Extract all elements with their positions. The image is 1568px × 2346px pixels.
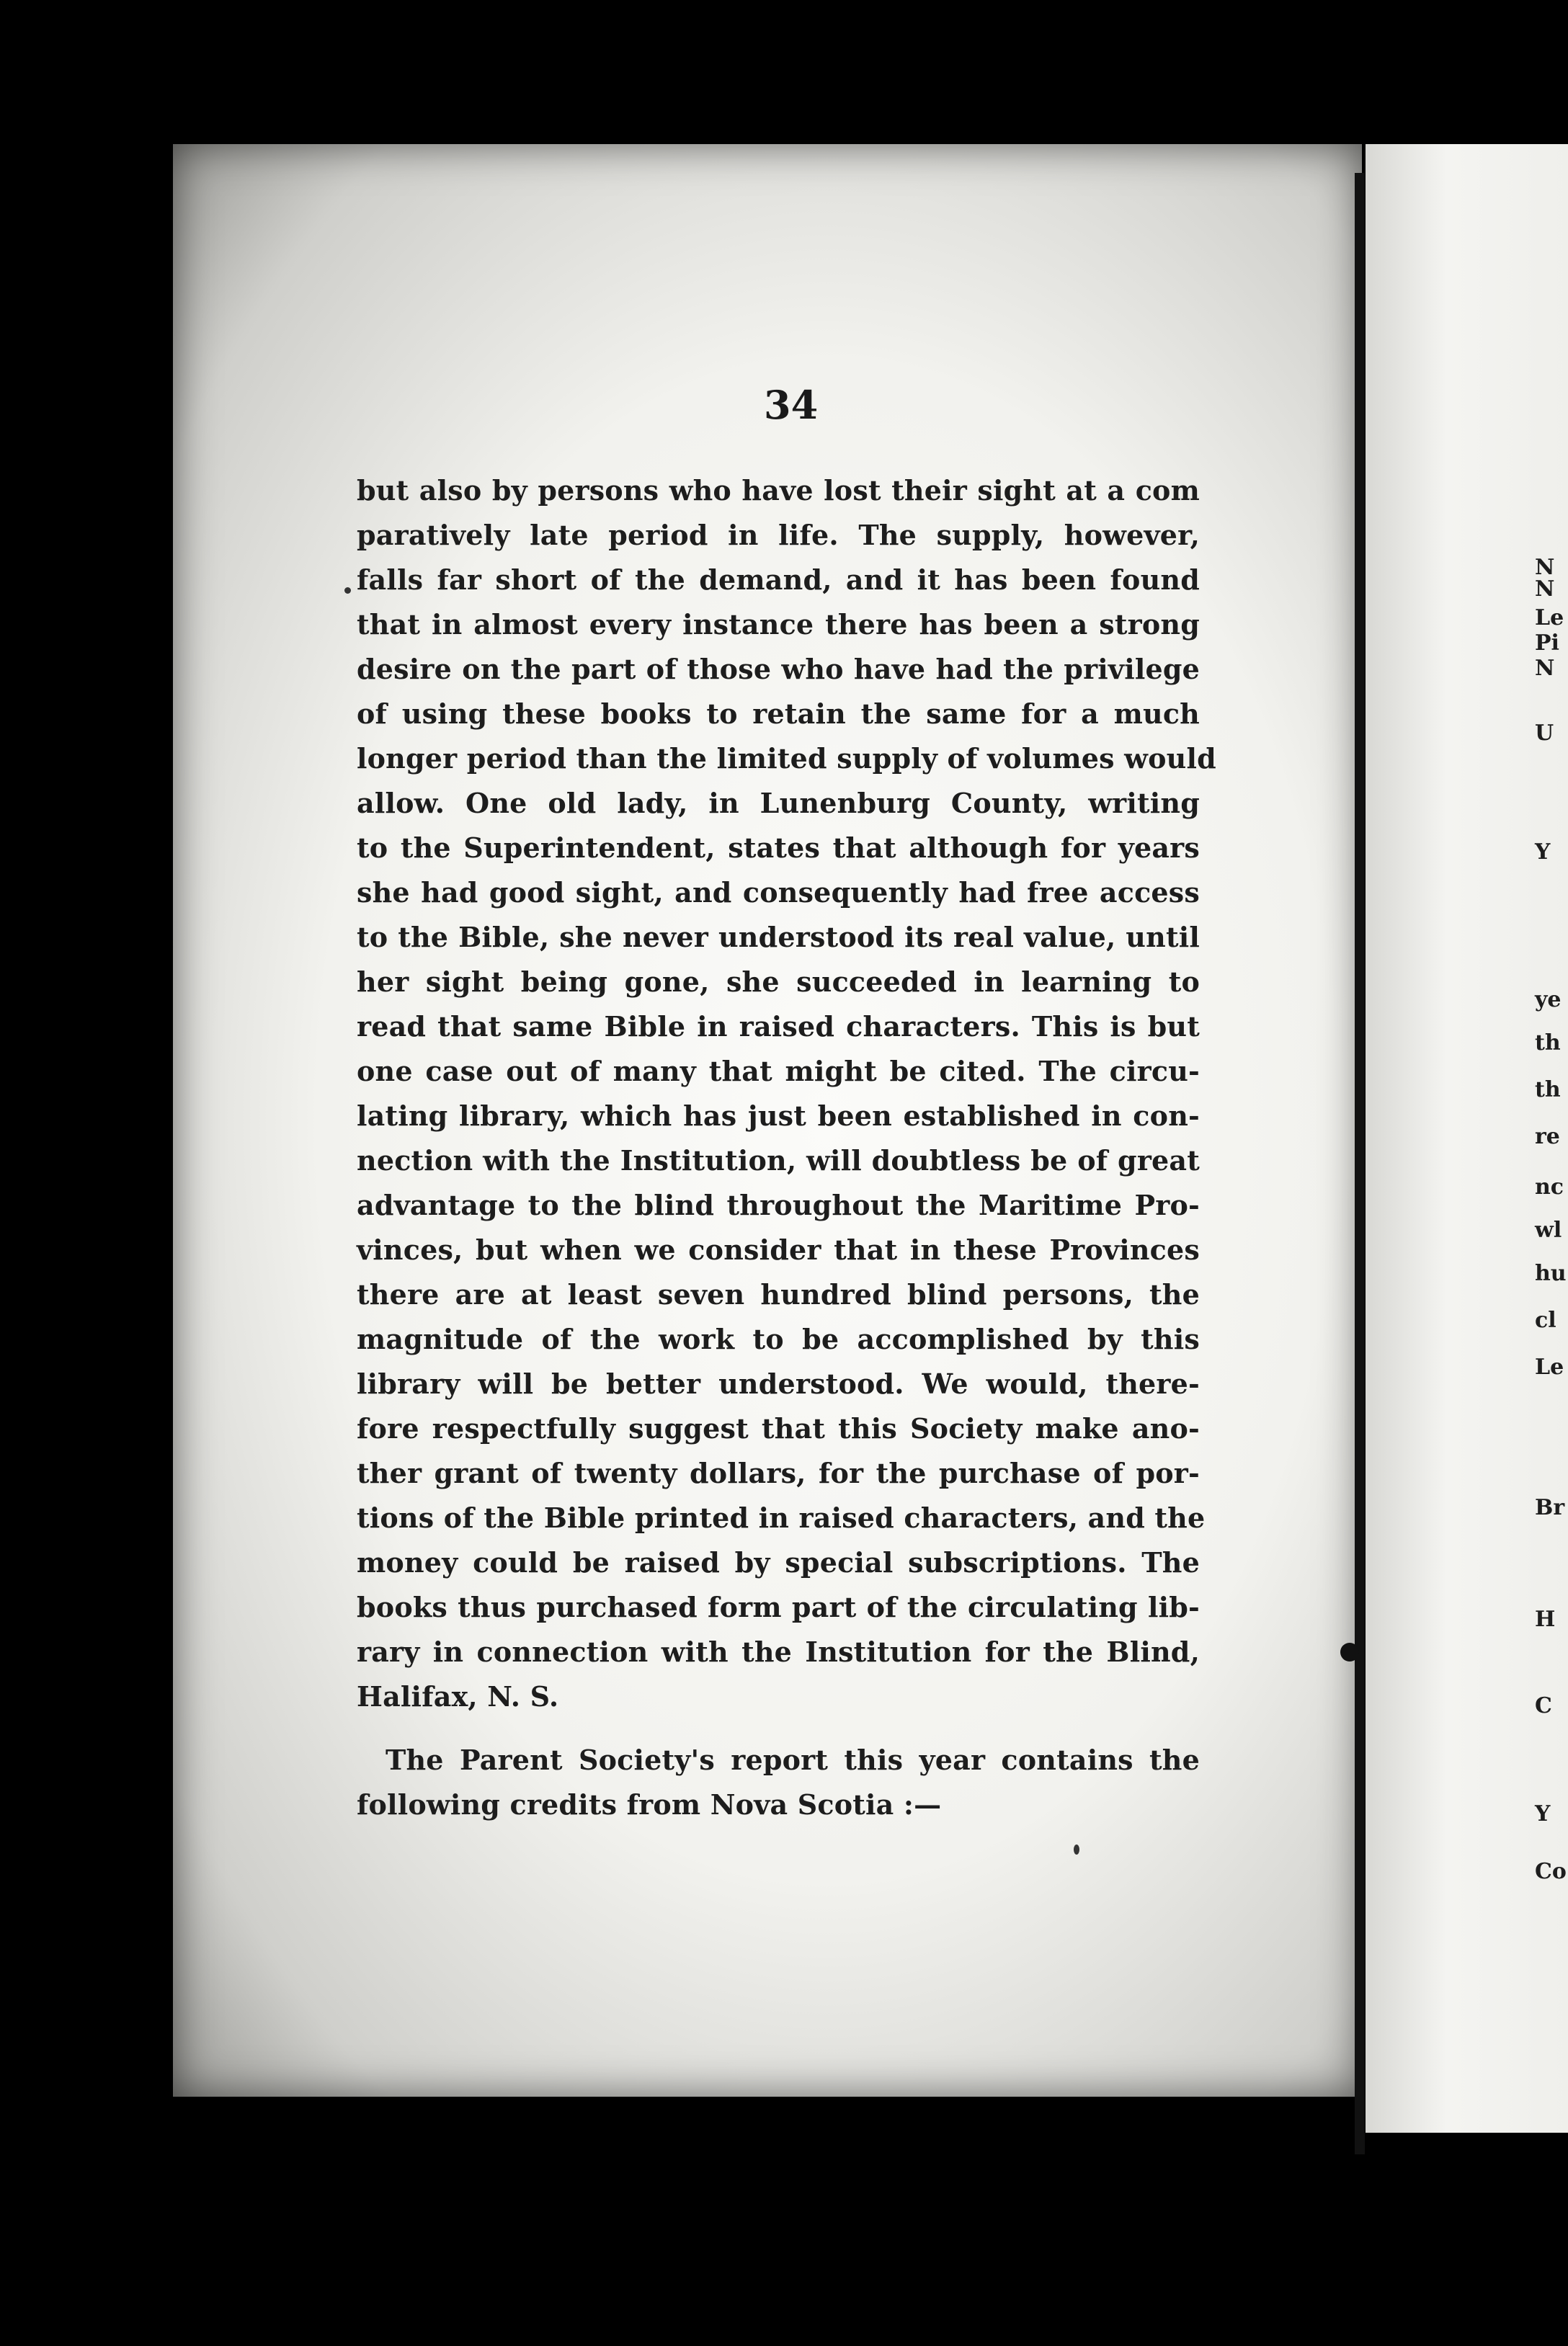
text-line: fore respectfully suggest that this Society make ano- bbox=[357, 1412, 1200, 1445]
facing-page-fragment: th bbox=[1535, 1030, 1561, 1056]
facing-page-fragment: H bbox=[1535, 1607, 1556, 1632]
text-line: to the Bible, she never understood its real value, until bbox=[357, 921, 1200, 953]
text-line: read that same Bible in raised characters. This is but bbox=[357, 1010, 1200, 1043]
facing-page-fragment: Pi bbox=[1535, 630, 1559, 656]
text-line: tions of the Bible printed in raised characters, and the bbox=[357, 1502, 1206, 1534]
facing-page-fragment: Y bbox=[1535, 839, 1551, 865]
book-gutter bbox=[1355, 173, 1365, 2154]
scan-speck bbox=[344, 587, 351, 594]
text-line: longer period than the limited supply of volumes would bbox=[357, 742, 1216, 775]
facing-page-fragment: C bbox=[1535, 1693, 1552, 1718]
text-line: money could be raised by special subscriptions. The bbox=[357, 1546, 1200, 1579]
text-line: ther grant of twenty dollars, for the purchase of por- bbox=[357, 1457, 1200, 1489]
facing-page-fragment: Br bbox=[1535, 1495, 1565, 1520]
facing-page-fragment: N bbox=[1535, 555, 1555, 580]
scan-speck bbox=[1340, 1643, 1359, 1662]
text-line: she had good sight, and consequently had free access bbox=[357, 876, 1200, 909]
facing-page-fragment: wl bbox=[1535, 1218, 1562, 1243]
facing-page-fragments bbox=[1535, 0, 1568, 2346]
scan-speck bbox=[1074, 1845, 1079, 1855]
facing-page-fragment: Y bbox=[1535, 1801, 1551, 1827]
text-line: to the Superintendent, states that although for years bbox=[357, 831, 1200, 864]
text-line: of using these books to retain the same for a much bbox=[357, 697, 1200, 730]
text-line: that in almost every instance there has been a strong bbox=[357, 608, 1200, 641]
facing-page-fragment: re bbox=[1535, 1124, 1560, 1149]
text-line: Halifax, N. S. bbox=[357, 1680, 559, 1713]
text-line: but also by persons who have lost their sight at a com bbox=[357, 474, 1200, 507]
paragraph-1 bbox=[357, 468, 1216, 1719]
facing-page-fragment: Le bbox=[1535, 605, 1564, 630]
text-line: one case out of many that might be cited. The circu- bbox=[357, 1055, 1200, 1087]
facing-page-fragment: N bbox=[1535, 656, 1555, 681]
facing-page-fragment: nc bbox=[1535, 1174, 1564, 1200]
text-line: following credits from Nova Scotia :— bbox=[357, 1788, 942, 1821]
text-line: books thus purchased form part of the circulating lib- bbox=[357, 1591, 1200, 1623]
text-line: advantage to the blind throughout the Maritime Pro- bbox=[357, 1189, 1200, 1221]
text-line: falls far short of the demand, and it has been found bbox=[357, 563, 1200, 596]
text-line: paratively late period in life. The supply, however, bbox=[357, 519, 1200, 551]
facing-page-fragment: cl bbox=[1535, 1308, 1556, 1333]
facing-page-fragment: ye bbox=[1535, 987, 1562, 1012]
text-line: The Parent Society's report this year contains the bbox=[386, 1744, 1200, 1776]
facing-page-fragment: hu bbox=[1535, 1261, 1567, 1286]
facing-page-fragment: Co bbox=[1535, 1859, 1567, 1884]
text-line: rary in connection with the Institution for the Blind, bbox=[357, 1636, 1200, 1668]
text-line: desire on the part of those who have had the privilege bbox=[357, 653, 1200, 685]
text-line: nection with the Institution, will doubtless be of great bbox=[357, 1144, 1200, 1177]
text-line: her sight being gone, she succeeded in learning to bbox=[357, 965, 1200, 998]
text-line: vinces, but when we consider that in these Provinces bbox=[357, 1234, 1200, 1266]
facing-page-fragment: th bbox=[1535, 1077, 1561, 1102]
page-number: 34 bbox=[764, 382, 819, 428]
text-line: allow. One old lady, in Lunenburg County, writing bbox=[357, 787, 1200, 819]
facing-page-fragment: Le bbox=[1535, 1355, 1564, 1380]
paragraph-2 bbox=[357, 1738, 1200, 1827]
text-line: magnitude of the work to be accomplished by this bbox=[357, 1323, 1200, 1355]
text-line: library will be better understood. We would, there- bbox=[357, 1368, 1200, 1400]
text-line: there are at least seven hundred blind persons, the bbox=[357, 1278, 1200, 1311]
facing-page-fragment: U bbox=[1535, 721, 1554, 746]
facing-page-fragment: N bbox=[1535, 576, 1555, 602]
body-text bbox=[357, 468, 1216, 1827]
text-line: lating library, which has just been established in con- bbox=[357, 1100, 1200, 1132]
